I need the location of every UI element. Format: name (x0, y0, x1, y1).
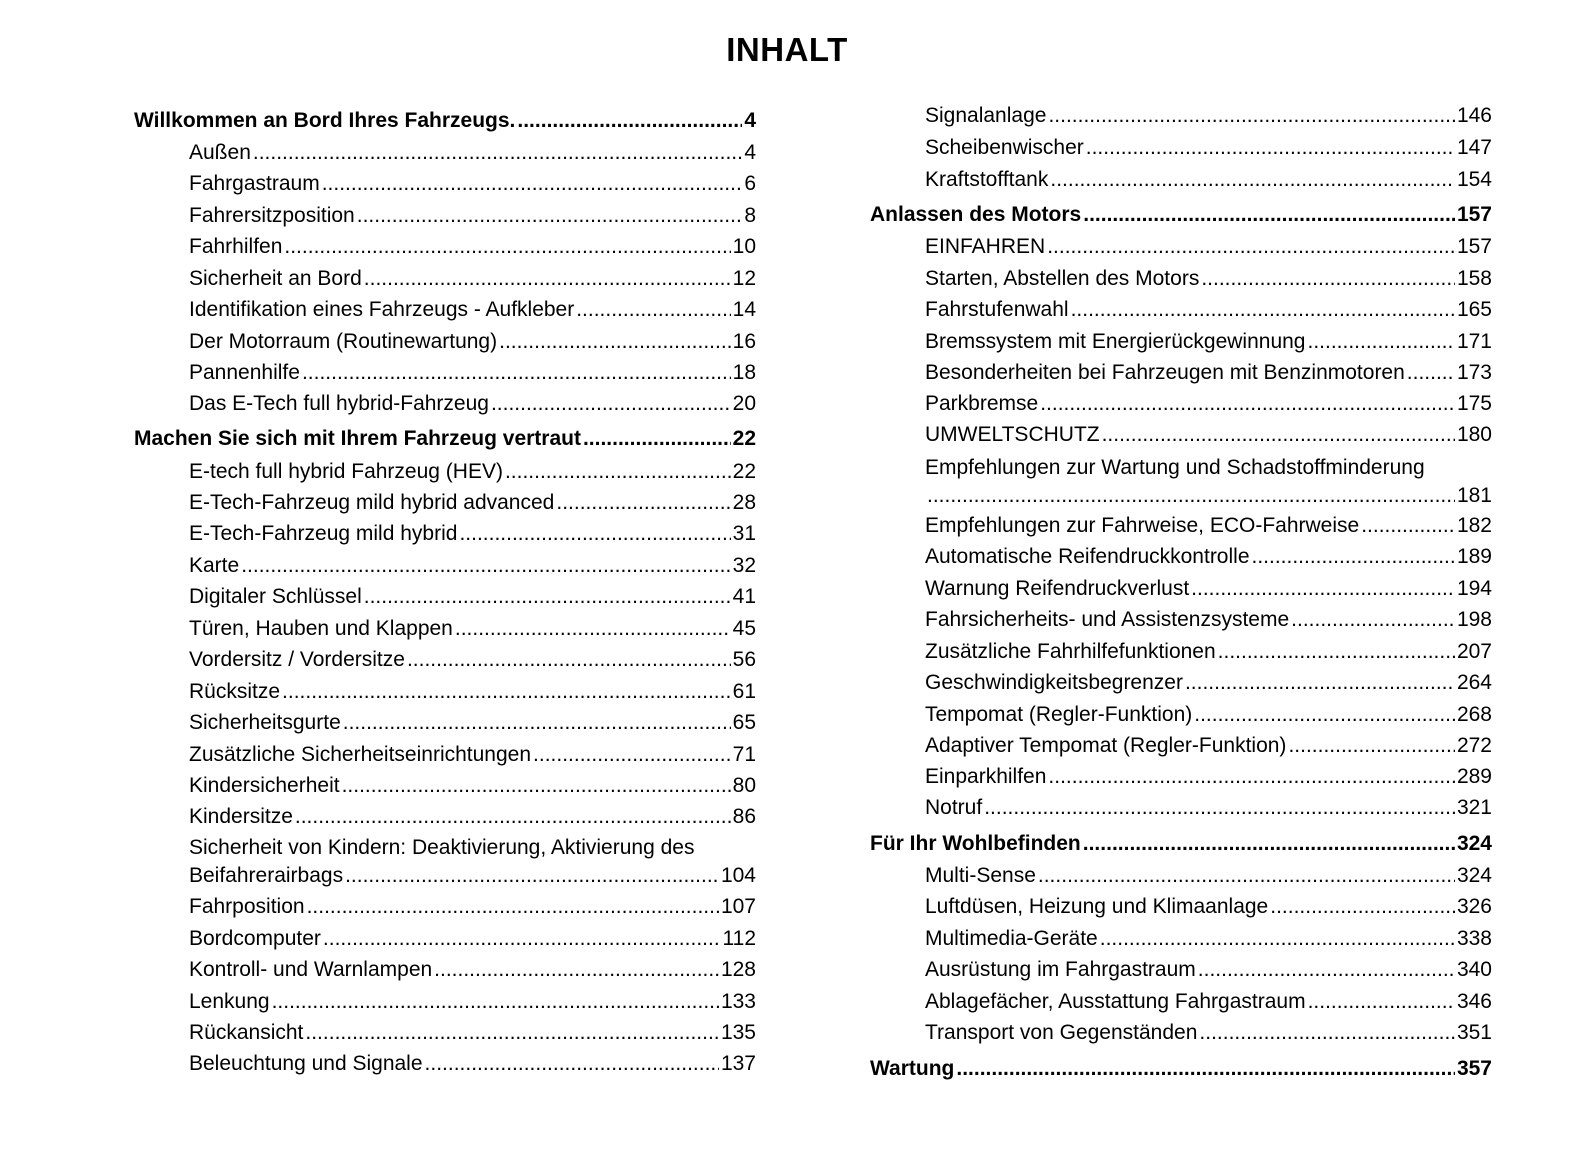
toc-page-number: 56 (732, 648, 756, 671)
toc-entry[interactable] (189, 957, 756, 983)
toc-entry[interactable] (189, 329, 756, 355)
dot-leader (364, 584, 731, 610)
toc-page-number: 324 (1456, 864, 1492, 887)
dot-leader (1047, 234, 1455, 260)
toc-page-number: 4 (744, 109, 756, 132)
dot-leader (1194, 702, 1455, 728)
toc-entry-label: Türen, Hauben und Klappen (189, 617, 453, 640)
dot-leader (491, 391, 731, 417)
toc-entry[interactable] (925, 957, 1492, 983)
toc-entry-label: Ablagefächer, Ausstattung Fahrgastraum (925, 990, 1306, 1013)
dot-leader (984, 795, 1455, 821)
toc-entry-label: Scheibenwischer (925, 136, 1084, 159)
toc-page-number: 173 (1456, 361, 1492, 384)
toc-page-number: 14 (732, 298, 756, 321)
toc-entry-label: Zusätzliche Sicherheitseinrichtungen (189, 743, 532, 766)
toc-page-number: 28 (732, 491, 756, 514)
toc-entry[interactable] (189, 647, 756, 673)
toc-entry[interactable] (925, 795, 1492, 821)
toc-page-number: 340 (1456, 958, 1492, 981)
toc-entry[interactable] (189, 616, 756, 642)
toc-chapter[interactable] (134, 426, 756, 452)
dot-leader (434, 957, 719, 983)
dot-leader (1252, 544, 1455, 570)
dot-leader (1199, 1020, 1455, 1046)
toc-chapter[interactable] (134, 108, 756, 134)
toc-entry-label-continued: Beifahrerairbags (189, 864, 344, 887)
dot-leader (1361, 513, 1455, 539)
toc-page-number: 157 (1456, 235, 1492, 258)
toc-chapter-label: Wartung (870, 1057, 955, 1080)
toc-page-number: 175 (1456, 392, 1492, 415)
toc-entry[interactable] (925, 266, 1492, 292)
dot-leader (1048, 103, 1455, 129)
toc-entry-label: Vordersitz / Vordersitze (189, 648, 405, 671)
toc-entry[interactable] (925, 234, 1492, 260)
toc-entry[interactable] (925, 103, 1492, 129)
toc-page-number: 154 (1456, 168, 1492, 191)
toc-entry[interactable] (189, 989, 756, 1015)
toc-entry[interactable] (925, 167, 1492, 193)
dot-leader (1407, 360, 1455, 386)
toc-page-number: 4 (744, 141, 756, 164)
toc-page-number: 158 (1456, 267, 1492, 290)
toc-entry-label: Geschwindigkeitsbegrenzer (925, 671, 1183, 694)
toc-entry[interactable] (189, 553, 756, 579)
toc-page-number: 65 (732, 711, 756, 734)
toc-entry[interactable] (925, 607, 1492, 633)
toc-entry[interactable] (189, 171, 756, 197)
dot-leader (1040, 391, 1455, 417)
toc-entry-label: Pannenhilfe (189, 361, 300, 384)
toc-entry[interactable] (925, 926, 1492, 952)
toc-page-number: 321 (1456, 796, 1492, 819)
toc-page-number: 207 (1456, 640, 1492, 663)
toc-entry-label: Sicherheit an Bord (189, 267, 362, 290)
toc-page-number: 357 (1456, 1057, 1492, 1080)
dot-leader (499, 329, 731, 355)
dot-leader (284, 234, 730, 260)
toc-page-number: 128 (720, 958, 756, 981)
toc-entry-label: Kontroll- und Warnlampen (189, 958, 433, 981)
toc-page-number: 22 (732, 460, 756, 483)
toc-chapter-label: Machen Sie sich mit Ihrem Fahrzeug vertraut (134, 427, 581, 450)
toc-page-number: 86 (732, 805, 756, 828)
toc-entry-label: E-Tech-Fahrzeug mild hybrid advanced (189, 491, 555, 514)
toc-left-column (134, 0, 756, 1165)
toc-entry-label: Karte (189, 554, 240, 577)
dot-leader (1071, 297, 1455, 323)
toc-entry-label: Starten, Abstellen des Motors (925, 267, 1200, 290)
toc-entry[interactable] (189, 297, 756, 323)
toc-page-number: 41 (732, 585, 756, 608)
dot-leader (343, 710, 731, 736)
toc-page-number: 20 (732, 392, 756, 415)
toc-entry-label: Identifikation eines Fahrzeugs - Aufkleber (189, 298, 575, 321)
dot-leader (1288, 733, 1455, 759)
page-title: INHALT (726, 31, 848, 68)
toc-entry-label: Warnung Reifendruckverlust (925, 577, 1190, 600)
toc-page-number: 80 (732, 774, 756, 797)
toc-page-number: 181 (1456, 484, 1492, 507)
toc-page-number: 10 (732, 235, 756, 258)
toc-page-number: 338 (1456, 927, 1492, 950)
toc-entry-label: Multimedia-Geräte (925, 927, 1098, 950)
toc-entry-label: Fahrersitzposition (189, 204, 355, 227)
toc-page-number: 272 (1456, 734, 1492, 757)
toc-entry-label: Kraftstofftank (925, 168, 1049, 191)
toc-entry-label: Empfehlungen zur Wartung und Schadstoffminderung (925, 456, 1425, 479)
toc-entry[interactable] (189, 742, 756, 768)
toc-entry-label: Der Motorraum (Routinewartung) (189, 330, 498, 353)
toc-entry[interactable] (925, 297, 1492, 323)
dot-leader (323, 926, 721, 952)
toc-entry[interactable] (189, 1020, 756, 1046)
dot-leader (1038, 863, 1455, 889)
toc-entry[interactable] (189, 360, 756, 386)
toc-entry-label: Multi-Sense (925, 864, 1036, 887)
dot-leader (1270, 894, 1455, 920)
toc-page-number: 180 (1456, 423, 1492, 446)
toc-page-number: 112 (722, 927, 756, 950)
toc-page-number: 289 (1456, 765, 1492, 788)
toc-entry-label: Parkbremse (925, 392, 1039, 415)
dot-leader (1185, 670, 1455, 696)
toc-entry[interactable] (925, 733, 1492, 759)
dot-leader (282, 679, 731, 705)
dot-leader (307, 894, 719, 920)
toc-page-number: 194 (1456, 577, 1492, 600)
toc-entry[interactable] (189, 926, 756, 952)
toc-page-number: 268 (1456, 703, 1492, 726)
toc-page-number: 12 (732, 267, 756, 290)
dot-leader (505, 459, 731, 485)
toc-entry-label: UMWELTSCHUTZ (925, 423, 1100, 446)
toc-page-number: 45 (732, 617, 756, 640)
toc-chapter[interactable] (870, 202, 1492, 228)
toc-chapter-label: Für Ihr Wohlbefinden (870, 832, 1081, 855)
toc-entry[interactable] (925, 544, 1492, 570)
toc-page-number: 351 (1456, 1021, 1492, 1044)
toc-page-number: 16 (732, 330, 756, 353)
toc-page-number: 104 (720, 864, 756, 887)
toc-entry[interactable] (925, 513, 1492, 539)
toc-entry[interactable] (925, 1020, 1492, 1046)
toc-entry-label: Notruf (925, 796, 983, 819)
toc-entry-label: Bordcomputer (189, 927, 321, 950)
toc-entry[interactable] (925, 455, 1492, 509)
toc-entry[interactable] (189, 521, 756, 547)
toc-page-number: 8 (744, 204, 756, 227)
toc-entry-label: E-tech full hybrid Fahrzeug (HEV) (189, 460, 503, 483)
toc-entry[interactable] (189, 584, 756, 610)
toc-entry-label: Rückansicht (189, 1021, 304, 1044)
dot-leader (305, 1020, 719, 1046)
dot-leader (241, 553, 730, 579)
toc-entry-label: Transport von Gegenständen (925, 1021, 1198, 1044)
toc-entry[interactable] (189, 234, 756, 260)
toc-entry[interactable] (189, 1051, 756, 1077)
dot-leader (295, 804, 731, 830)
toc-entry[interactable] (925, 670, 1492, 696)
dot-leader (1086, 135, 1455, 161)
toc-entry[interactable] (925, 639, 1492, 665)
toc-page-number: 346 (1456, 990, 1492, 1013)
toc-page-number: 61 (732, 680, 756, 703)
toc-entry-label: Einparkhilfen (925, 765, 1047, 788)
toc-entry[interactable] (925, 894, 1492, 920)
dot-leader (302, 360, 731, 386)
dot-leader (322, 171, 743, 197)
toc-entry-label: Luftdüsen, Heizung und Klimaanlage (925, 895, 1269, 918)
dot-leader (253, 140, 742, 166)
dot-leader (1050, 167, 1455, 193)
dot-leader (1307, 329, 1454, 355)
toc-entry-label: E-Tech-Fahrzeug mild hybrid (189, 522, 458, 545)
dot-leader (576, 297, 730, 323)
dot-leader (533, 742, 731, 768)
toc-chapter[interactable] (870, 831, 1492, 857)
dot-leader (1083, 831, 1455, 857)
toc-page-number: 147 (1456, 136, 1492, 159)
dot-leader (1308, 989, 1455, 1015)
dot-leader (345, 863, 719, 889)
toc-entry[interactable] (189, 710, 756, 736)
toc-entry-label: Sicherheit von Kindern: Deaktivierung, Aktivierung des (189, 836, 695, 859)
toc-entry-label: Automatische Reifendruckkontrolle (925, 545, 1250, 568)
toc-entry-label: Signalanlage (925, 104, 1047, 127)
toc-page-number: 146 (1456, 104, 1492, 127)
toc-entry-label: Kindersicherheit (189, 774, 340, 797)
toc-entry[interactable] (925, 422, 1492, 448)
toc-entry[interactable] (189, 490, 756, 516)
toc-page-number: 157 (1456, 203, 1492, 226)
toc-entry[interactable] (925, 989, 1492, 1015)
toc-page-number: 324 (1456, 832, 1492, 855)
toc-page-number: 133 (720, 990, 756, 1013)
dot-leader (1191, 576, 1455, 602)
toc-entry-label: Tempomat (Regler-Funktion) (925, 703, 1193, 726)
dot-leader (364, 266, 731, 292)
toc-entry[interactable] (189, 894, 756, 920)
dot-leader (556, 490, 730, 516)
toc-entry-label: Fahrsicherheits- und Assistenzsysteme (925, 608, 1290, 631)
dot-leader (459, 521, 730, 547)
toc-page-number: 135 (720, 1021, 756, 1044)
dot-leader (956, 1056, 1455, 1082)
dot-leader (342, 773, 731, 799)
dot-leader (272, 989, 719, 1015)
toc-entry[interactable] (925, 360, 1492, 386)
toc-entry[interactable] (189, 266, 756, 292)
dot-leader (1291, 607, 1455, 633)
toc-entry-label: Fahrhilfen (189, 235, 283, 258)
toc-entry[interactable] (189, 773, 756, 799)
dot-leader (455, 616, 731, 642)
dot-leader (1102, 422, 1455, 448)
dot-leader (1048, 764, 1455, 790)
toc-entry[interactable] (925, 391, 1492, 417)
dot-leader (1083, 202, 1455, 228)
toc-page-number: 165 (1456, 298, 1492, 321)
toc-entry-label: Fahrgastraum (189, 172, 320, 195)
toc-entry-label: Digitaler Schlüssel (189, 585, 362, 608)
dot-leader (1201, 266, 1455, 292)
toc-page-number: 189 (1456, 545, 1492, 568)
toc-page-number: 264 (1456, 671, 1492, 694)
toc-entry-label: Empfehlungen zur Fahrweise, ECO-Fahrweise (925, 514, 1360, 537)
dot-leader (927, 483, 1455, 509)
dot-leader (407, 647, 731, 673)
toc-entry-label: Adaptiver Tempomat (Regler-Funktion) (925, 734, 1287, 757)
dot-leader (357, 203, 743, 229)
toc-entry-label: EINFAHREN (925, 235, 1046, 258)
toc-entry[interactable] (189, 203, 756, 229)
toc-entry[interactable] (925, 764, 1492, 790)
toc-entry-label: Fahrposition (189, 895, 305, 918)
dot-leader (1198, 957, 1455, 983)
toc-page-number: 198 (1456, 608, 1492, 631)
toc-chapter-label: Anlassen des Motors (870, 203, 1082, 226)
toc-entry-label: Besonderheiten bei Fahrzeugen mit Benzinmotoren (925, 361, 1405, 384)
toc-page-number: 31 (732, 522, 756, 545)
toc-entry-label: Außen (189, 141, 251, 164)
toc-entry[interactable] (925, 329, 1492, 355)
toc-right-column (870, 0, 1492, 1165)
toc-entry-label: Ausrüstung im Fahrgastraum (925, 958, 1196, 981)
toc-page-number: 32 (732, 554, 756, 577)
toc-entry-label: Lenkung (189, 990, 270, 1013)
toc-page-number: 22 (732, 427, 756, 450)
toc-page-number: 171 (1456, 330, 1492, 353)
toc-entry-label: Rücksitze (189, 680, 281, 703)
toc-page-number: 107 (720, 895, 756, 918)
toc-entry-label: Kindersitze (189, 805, 293, 828)
dot-leader (517, 108, 742, 134)
toc-page-number: 18 (732, 361, 756, 384)
toc-entry[interactable] (189, 391, 756, 417)
dot-leader (583, 426, 731, 452)
dot-leader (1100, 926, 1455, 952)
toc-entry[interactable] (189, 459, 756, 485)
toc-entry-label: Beleuchtung und Signale (189, 1052, 423, 1075)
toc-entry-label: Fahrstufenwahl (925, 298, 1069, 321)
dot-leader (1218, 639, 1455, 665)
toc-entry[interactable] (189, 140, 756, 166)
toc-entry-label: Zusätzliche Fahrhilfefunktionen (925, 640, 1216, 663)
toc-entry-label: Das E-Tech full hybrid-Fahrzeug (189, 392, 489, 415)
toc-chapter-label: Willkommen an Bord Ihres Fahrzeugs. (134, 109, 516, 132)
toc-entry-label: Sicherheitsgurte (189, 711, 341, 734)
toc-page-number: 182 (1456, 514, 1492, 537)
toc-entry[interactable] (925, 135, 1492, 161)
toc-entry[interactable] (925, 702, 1492, 728)
toc-chapter[interactable] (870, 1056, 1492, 1082)
toc-entry-label: Bremssystem mit Energierückgewinnung (925, 330, 1306, 353)
toc-page-number: 326 (1456, 895, 1492, 918)
toc-entry[interactable] (189, 679, 756, 705)
toc-entry[interactable] (925, 863, 1492, 889)
toc-entry[interactable] (925, 576, 1492, 602)
toc-entry[interactable] (189, 804, 756, 830)
toc-page-number: 137 (720, 1052, 756, 1075)
toc-entry[interactable] (189, 835, 756, 889)
toc-page-number: 71 (732, 743, 756, 766)
toc-page-number: 6 (744, 172, 756, 195)
dot-leader (425, 1051, 719, 1077)
